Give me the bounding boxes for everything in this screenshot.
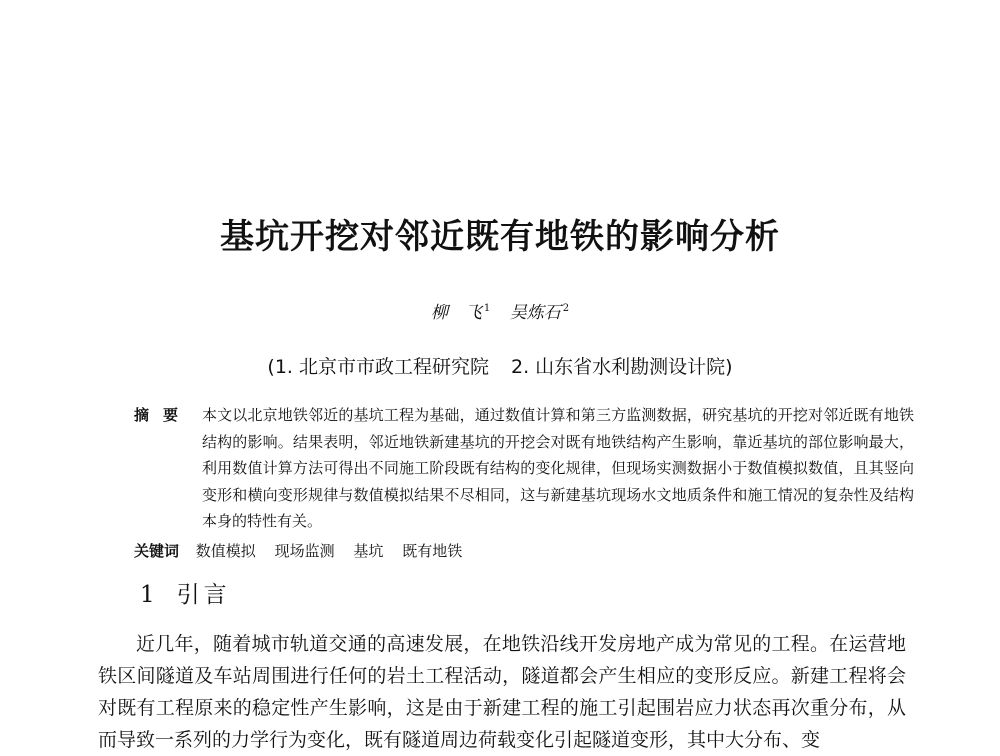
author-2 (510, 303, 569, 323)
keyword-item: 既有地铁 (402, 542, 463, 560)
section-title: 引言 (176, 582, 231, 608)
paper-title: 基坑开挖对邻近既有地铁的影响分析 (220, 217, 780, 257)
keywords-block (134, 538, 914, 564)
author-1-name: 柳 飞 (430, 302, 482, 323)
author-1 (431, 303, 490, 323)
affiliations-open-paren: ( (267, 356, 275, 378)
section-number: 1 (140, 582, 155, 608)
affiliation-1: 1. 北京市市政工程研究院 (274, 356, 489, 378)
section-heading (140, 578, 231, 612)
keywords-label: 关键词 (134, 542, 180, 560)
abstract-label: 摘要 (134, 406, 193, 424)
affiliations-close-paren: ) (725, 356, 733, 378)
affiliations (0, 352, 1000, 382)
intro-paragraph: 近几年，随着城市轨道交通的高速发展，在地铁沿线开发房地产成为常见的工程。在运营地铁区间隧道及车站周围进行任何的岩土工程活动，隧道都会产生相应的变形反应。新建工程将会对既有工程原来的稳定性产生影响，这是由于新建工程的施工引起围岩应力状态再次重分布，从而导致一系列的力学行为变化，既有隧道周边荷载变化引起隧道变形，其中大分布、变 (98, 633, 906, 751)
keyword-item: 现场监测 (274, 542, 335, 560)
keyword-item: 基坑 (353, 542, 384, 560)
author-2-name: 吴炼石 (509, 302, 561, 323)
abstract-block (134, 402, 914, 535)
author-line (0, 296, 1000, 326)
affiliation-2: 2. 山东省水利勘测设计院 (511, 356, 726, 378)
author-2-affil-mark: 2 (562, 303, 570, 314)
abstract-text: 本文以北京地铁邻近的基坑工程为基础，通过数值计算和第三方监测数据，研究基坑的开挖对邻近既有地铁结构的影响。结果表明，邻近地铁新建基坑的开挖会对既有地铁结构产生影响，靠近基坑的部位影响最大，利用数值计算方法可得出不同施工阶段既有结构的变化规律，但现场实测数据小于数值模拟数值，且其竖向变形和横向变形规律与数值模拟结果不尽相同，这与新建基坑现场水文地质条件和施工情况的复杂性及结构本身的特性有关。 (202, 406, 914, 530)
keyword-item: 数值模拟 (195, 542, 256, 560)
author-1-affil-mark: 1 (483, 303, 491, 314)
